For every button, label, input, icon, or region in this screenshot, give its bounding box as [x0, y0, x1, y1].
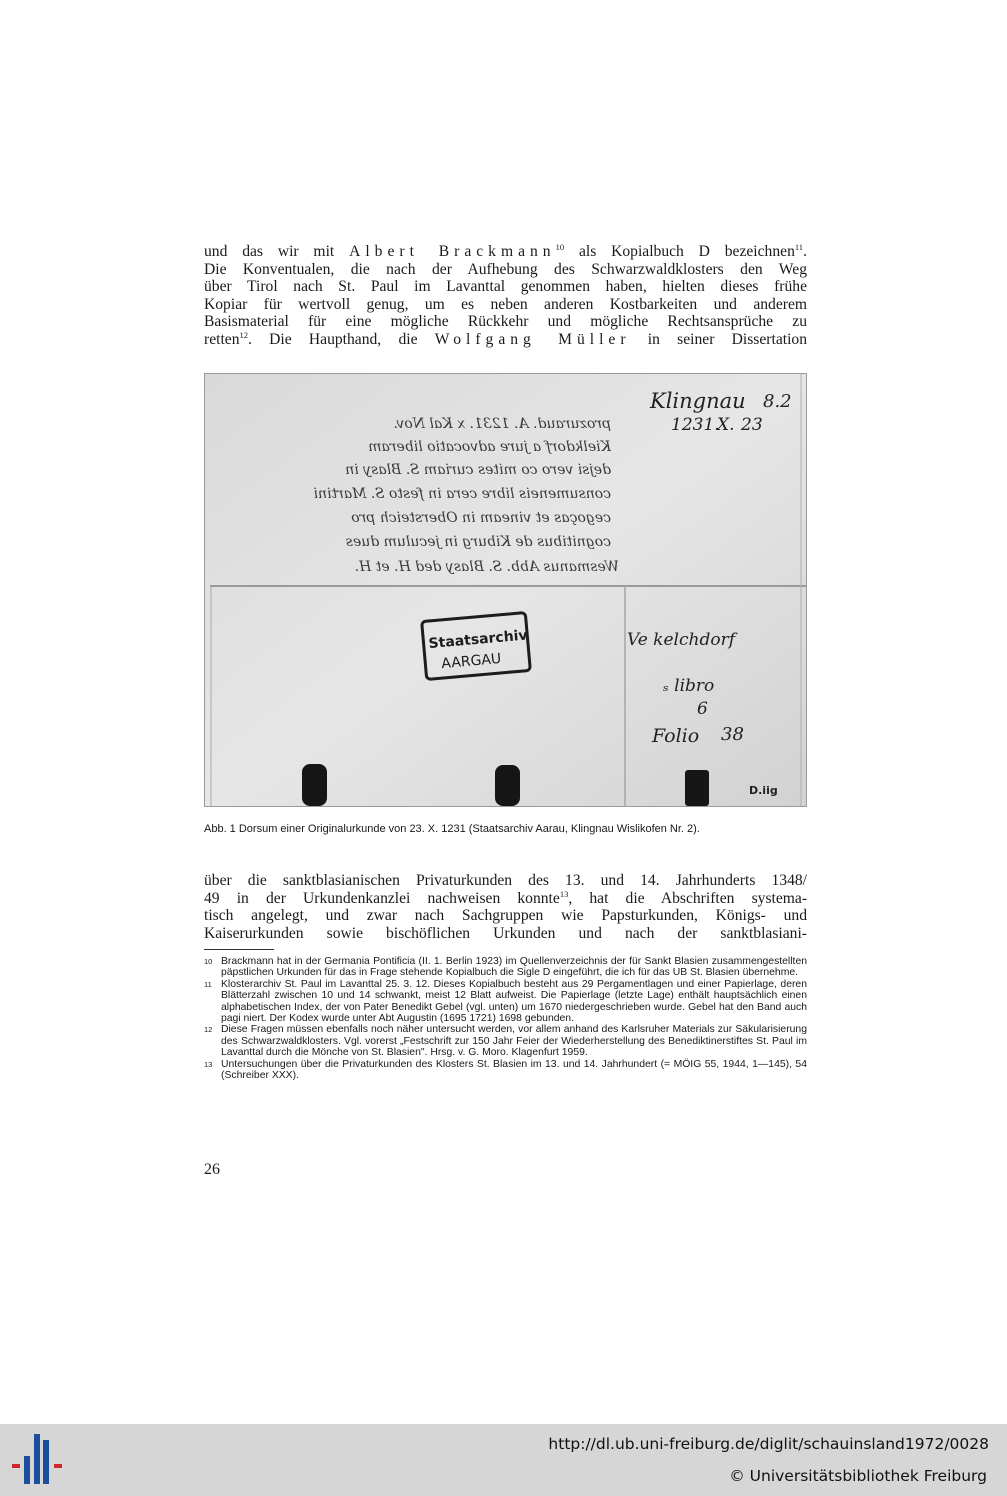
footnote-ref[interactable]: 11 [794, 243, 804, 252]
footnote-divider [204, 949, 274, 950]
page-number: 26 [204, 1161, 220, 1178]
archive-note: Klingnau [650, 389, 746, 413]
archive-note: X. [717, 415, 735, 435]
author-name-spaced: Wolfgang Müller [434, 330, 631, 348]
permalink-url[interactable]: http://dl.ub.uni-freiburg.de/diglit/schauinsland1972/0028 [548, 1435, 989, 1453]
text-line: 49 in der Urkundenkanzlei nachweisen konnte$^{13}$, hat die Abschriften systema- [204, 889, 807, 907]
mirrored-line: cegoças et vineam in Obersteich pro [351, 510, 611, 526]
body-text-top [204, 243, 807, 349]
text-line: über die sanktblasianischen Privaturkunden des 13. und 14. Jahrhunderts 1348/ [204, 872, 807, 889]
text-line: Kaiserurkunden sowie bischöflichen Urkunden und nach der sanktblasiani- [204, 924, 807, 942]
footnote-number: 13 [204, 1059, 213, 1069]
manuscript-dorsum-image [205, 374, 806, 806]
footnote-ref[interactable]: 13 [559, 889, 569, 899]
text-line: Die Konventualen, die nach der Aufhebung des Schwarzwaldklosters den Weg [204, 260, 807, 278]
archive-note: 8.2 [763, 391, 792, 412]
mirrored-line: cognitibus de Kiburg in jeculum dues [345, 534, 611, 550]
footnote-text: Brackmann hat in der Germania Pontificia (II. 1. Berlin 1923) im Quellenverzeichnis der für Sankt Blasien zusammengestellten päpstlichen Urkunden für das in Frage stehende Kopialbuch die Sigle D eingeführt, die ich für das UB St. Blasien übernehme. [221, 956, 807, 979]
footnotes [204, 956, 807, 1081]
ub-freiburg-logo-icon [12, 1434, 64, 1484]
body-text-bottom [204, 872, 807, 942]
footnote-text: Diese Fragen müssen ebenfalls noch näher untersucht werden, vor allem anhand des Karlsruher Materials zur Säkularisierung des Schwarzwaldklosters. Vgl. vorerst „Festschrift zur 150 Jahr Feier der Wiederherstellung des Benediktinerstiftes St. Paul im Lavanttal durch die Mönche von St. Blasien". Hrsg. v. G. Moro. Klagenfurt 1959. [221, 1024, 807, 1059]
copyright-notice: © Universitätsbibliothek Freiburg [729, 1467, 987, 1485]
archive-note: Ve kelchdorf [627, 630, 735, 650]
text-line: Basismaterial für eine mögliche Rückkehr und mögliche Rechtsansprüche zu [204, 313, 807, 331]
text-line: und das wir mit Albert Brackmann$^{10}$ als Kopialbuch D bezeichnen$^{11}$. [204, 243, 807, 260]
stamp-line: AARGAU [440, 650, 502, 673]
text-line: über Tirol nach St. Paul im Lavanttal genommen haben, hielten dieses frühe [204, 278, 807, 296]
footnote-number: 12 [204, 1025, 213, 1035]
archive-note: 38 [721, 724, 744, 745]
figure-caption: Abb. 1 Dorsum einer Originalurkunde von 23. X. 1231 (Staatsarchiv Aarau, Klingnau Wislikofen Nr. 2). [204, 823, 700, 835]
mirrored-line: prozuraud. A. 1231. x Kal Nov. [393, 416, 611, 432]
footnote [204, 1059, 807, 1082]
archive-signature: D.iig [749, 784, 778, 797]
footnote [204, 1024, 807, 1058]
footnote-ref[interactable]: 12 [239, 330, 248, 340]
footnote [204, 979, 807, 1025]
document-photo [204, 373, 807, 807]
stamp-line: Staatsarchiv [427, 627, 529, 653]
text-line: retten$^{12}$. Die Haupthand, die Wolfgang Müller in seiner Dissertation [204, 330, 807, 348]
author-name-spaced: Albert Brackmann [349, 243, 556, 260]
footnote-text: Klosterarchiv St. Paul im Lavanttal 25. 3. 12. Dieses Kopialbuch besteht aus 29 Pergamentlagen und einer Papierlage, deren Blätterzahl zwischen 10 und 14 schwankt, meist 12 Blatt aufweist. Die Papierlage (letzte Lage) enthält hauptsächlich einen alphabetischen Index, der von Pater Benedikt Gebel (vgl. unten) um 1670 niedergeschrieben wurde. Gebel hat den Band auch pagi niert. Der Kodex wurde unter Abt Augustin (1695 1721) 1698 gebunden. [221, 978, 807, 1025]
text-line: Kopiar für wertvoll genug, um es neben anderen Kostbarkeiten und anderem [204, 295, 807, 313]
mirrored-line: Kielkdorf a jure advocatio liberam [368, 439, 611, 455]
mirrored-line: consumeneis libre cera in festo S. Martini [313, 486, 611, 502]
footnote-number: 10 [204, 957, 213, 966]
archive-note: 23 [741, 415, 763, 435]
footnote-number: 11 [204, 979, 212, 989]
footnote-ref[interactable]: 10 [555, 243, 565, 252]
text-line: tisch angelegt, und zwar nach Sachgruppen wie Papsturkunden, Königs- und [204, 907, 807, 925]
archive-note: Folio [652, 725, 700, 747]
mirrored-line: Wesmanus Abb. S. Blasy ded H. et H. [354, 559, 619, 575]
archive-note: 6 [697, 699, 708, 719]
footnote-text: Untersuchungen über die Privaturkunden des Klosters St. Blasien im 13. und 14. Jahrhundert (= MÖIG 55, 1944, 1—145), 54 (Schreiber XXX). [221, 1058, 807, 1082]
footnote [204, 956, 807, 979]
viewer-footer [0, 1424, 1007, 1496]
archive-note: 1231. [671, 415, 720, 435]
mirrored-line: dejsi vero co mites curiam S. Blasy in [345, 462, 611, 478]
archive-note: ₛ libro [663, 676, 715, 696]
